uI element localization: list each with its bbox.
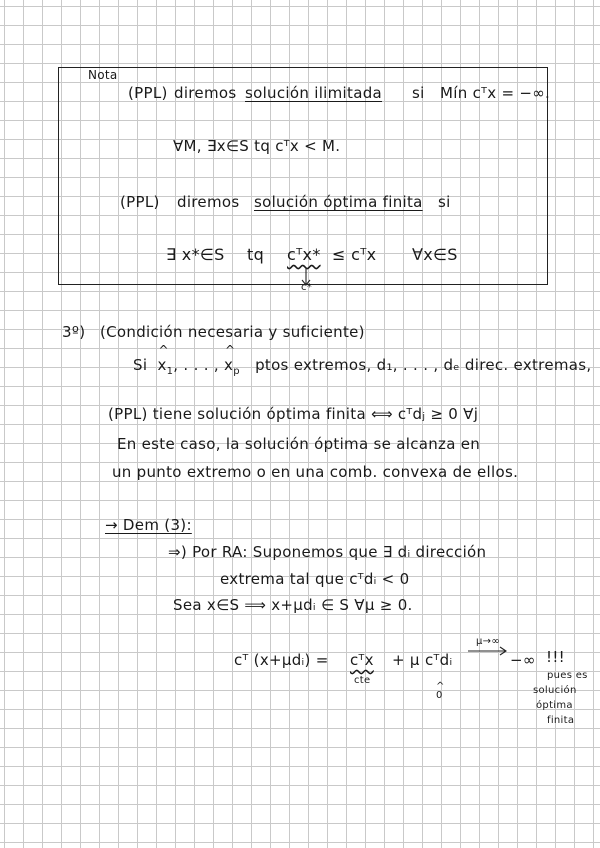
demo-eq-cte: cte: [354, 675, 371, 686]
side-note-line-4: finita: [547, 715, 575, 726]
finita-forall: ∀x∈S: [412, 245, 458, 264]
theorem-line1-rest: ptos extremos, d₁, . . . , dₑ direc. extremas,: [255, 356, 592, 374]
finita-exists: ∃ x*∈S: [166, 245, 225, 264]
finita-term: solución óptima finita: [254, 193, 423, 211]
theorem-title: (Condición necesaria y suficiente): [100, 323, 365, 341]
theorem-line3: En este caso, la solución óptima se alcanza en: [117, 435, 481, 453]
x-hat-1: ^ x: [157, 356, 166, 374]
limit-arrow-head: [500, 647, 506, 655]
finita-si: si: [438, 193, 451, 211]
ilimitada-si: si: [412, 84, 425, 102]
side-note-line-2: solución: [533, 685, 577, 696]
theorem-line1: Si ^ $x_1$, . . . , ^ $x_p$ ptos extremos, d₁, . . . , dₑ direc. extremas,: [133, 356, 591, 377]
finita-rel: ≤ cᵀx: [332, 245, 377, 264]
demo-title: → Dem (3):: [105, 516, 192, 534]
theorem-line2: (PPL) tiene solución óptima finita ⟺ cᵀdⱼ ≥ 0 ∀j: [108, 405, 479, 423]
theorem-dots: , . . . ,: [173, 356, 219, 374]
x-hat-p: ^ x: [224, 356, 233, 374]
demo-eq-lhs: cᵀ (x+μdᵢ) =: [234, 651, 329, 669]
ilimitada-ppl: (PPL): [128, 84, 168, 102]
theorem-number: 3º): [62, 323, 86, 341]
finita-tq: tq: [247, 245, 265, 264]
side-note-line-3: óptima: [536, 700, 573, 711]
demo-line3: Sea x∈S ⟹ x+μdᵢ ∈ S ∀μ ≥ 0.: [173, 596, 413, 614]
demo-eq-hat: ^: [436, 681, 445, 692]
ilimitada-term: solución ilimitada: [245, 84, 383, 102]
finita-ppl: (PPL): [120, 193, 160, 211]
finita-lhs: cᵀx*: [287, 245, 321, 264]
demo-eq-exclamation: !!!: [546, 648, 565, 666]
demo-eq-term1: cᵀx: [350, 651, 374, 669]
demo-line1: ⇒) Por RA: Suponemos que ∃ dᵢ dirección: [168, 543, 487, 561]
ilimitada-condition: ∀M, ∃x∈S tq cᵀx < M.: [173, 137, 341, 155]
demo-eq-plus: + μ: [392, 651, 420, 669]
nota-label: Nota: [88, 68, 118, 82]
finita-arrow-label: c*: [301, 282, 313, 293]
demo-eq-term2: cᵀdᵢ: [425, 651, 453, 669]
demo-eq-result: −∞: [510, 651, 536, 669]
side-note-line-1: pues es: [547, 670, 588, 681]
theorem-si: Si: [133, 356, 148, 374]
demo-eq-zero: 0: [436, 690, 443, 701]
ilimitada-diremos: diremos: [174, 84, 237, 102]
ilimitada-expr: Mín cᵀx = −∞.: [440, 84, 551, 102]
demo-line2: extrema tal que cᵀdᵢ < 0: [220, 570, 410, 588]
finita-diremos: diremos: [177, 193, 240, 211]
theorem-line4: un punto extremo o en una comb. convexa de ellos.: [112, 463, 519, 481]
demo-eq-limit-label: μ→∞: [476, 636, 500, 647]
